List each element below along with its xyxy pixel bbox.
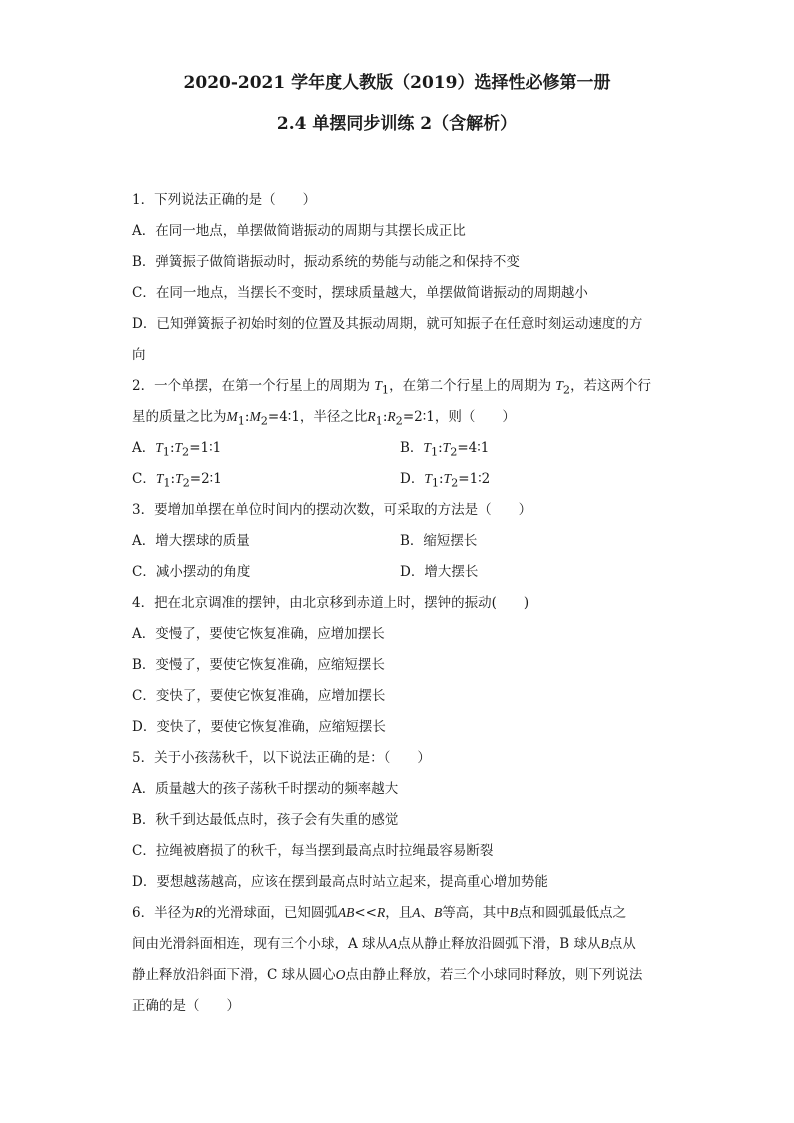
q5-option-a: A．质量越大的孩子荡秋千时摆动的频率越大 <box>132 781 399 797</box>
document-subtitle: 2.4 单摆同步训练 2（含解析） <box>276 114 518 134</box>
q2-option-a: A．$T_1:T_2=1∶1$ <box>132 440 222 459</box>
q2-options-row1 <box>132 438 668 469</box>
q5-option-c: C．拉绳被磨损了的秋千，每当摆到最高点时拉绳最容易断裂 <box>132 843 494 859</box>
q3-option-a: A．增大摆球的质量 <box>132 533 250 549</box>
q4-option-a: A．变慢了，要使它恢复准确，应增加摆长 <box>132 626 385 642</box>
q3-option-d: D．增大摆长 <box>400 564 479 580</box>
q2-option-d: D．$T_1:T_2=1∶2$ <box>400 471 491 490</box>
q2-option-c: C．$T_1:T_2=2∶1$ <box>132 471 222 490</box>
q3-options-row2 <box>132 562 668 593</box>
q5-option-b: B．秋千到达最低点时，孩子会有失重的感觉 <box>132 812 399 828</box>
q1-option-c: C．在同一地点，当摆长不变时，摆球质量越大，单摆做简谐振动的周期越小 <box>132 285 588 301</box>
q4-option-c: C．变快了，要使它恢复准确，应增加摆长 <box>132 688 386 704</box>
q3-options-row1 <box>132 531 668 562</box>
q2-options-row2 <box>132 469 668 500</box>
q1-option-d: D．已知弹簧振子初始时刻的位置及其振动周期，就可知振子在任意时刻运动速度的方 <box>132 316 643 332</box>
q4-option-d: D．变快了，要使它恢复准确，应缩短摆长 <box>132 719 386 735</box>
q1-option-a: A．在同一地点，单摆做简谐振动的周期与其摆长成正比 <box>132 223 466 239</box>
q6-stem-line2: 间由光滑斜面相连，现有三个小球，A 球从A点从静止释放沿圆弧下滑，B 球从B点从 <box>132 936 636 952</box>
q1-stem: 1．下列说法正确的是（ ） <box>132 192 317 208</box>
q5-stem: 5．关于小孩荡秋千，以下说法正确的是：（ ） <box>132 750 431 766</box>
q5-option-d: D．要想越荡越高，应该在摆到最高点时站立起来，提高重心增加势能 <box>132 874 548 890</box>
q1-option-b: B．弹簧振子做简谐振动时，振动系统的势能与动能之和保持不变 <box>132 254 520 270</box>
q6-stem-line1: 6．半径为R的光滑球面，已知圆弧AB<<R，且A、B等高，其中B点和圆弧最低点之 <box>132 905 626 921</box>
q6-stem-line4: 正确的是（ ） <box>132 998 240 1014</box>
q4-stem: 4．把在北京调准的摆钟，由北京移到赤道上时，摆钟的振动( ) <box>132 595 530 611</box>
q4-option-b: B．变慢了，要使它恢复准确，应缩短摆长 <box>132 657 385 673</box>
question-list <box>132 190 668 1027</box>
q6-stem-line3: 静止释放沿斜面下滑，C 球从圆心O点由静止释放，若三个小球同时释放，则下列说法 <box>132 967 643 983</box>
q3-option-b: B．缩短摆长 <box>400 533 478 549</box>
q2-stem-line1: 2．一个单摆，在第一个行星上的周期为 $T_1$，在第二个行星上的周期为 $T_2$，若这两个行 <box>132 378 652 397</box>
document-title: 2020-2021 学年度人教版（2019）选择性必修第一册 <box>183 73 611 93</box>
q2-stem-line2: 星的质量之比为$M_1:M_2=4∶1$，半径之比$R_1:R_2=2∶1$，则（ ） <box>132 409 516 428</box>
q3-option-c: C．减小摆动的角度 <box>132 564 251 580</box>
q3-stem: 3．要增加单摆在单位时间内的摆动次数，可采取的方法是（ ） <box>132 502 533 518</box>
q2-option-b: B．$T_1:T_2=4∶1$ <box>400 440 490 459</box>
q1-option-d-cont: 向 <box>132 347 146 363</box>
